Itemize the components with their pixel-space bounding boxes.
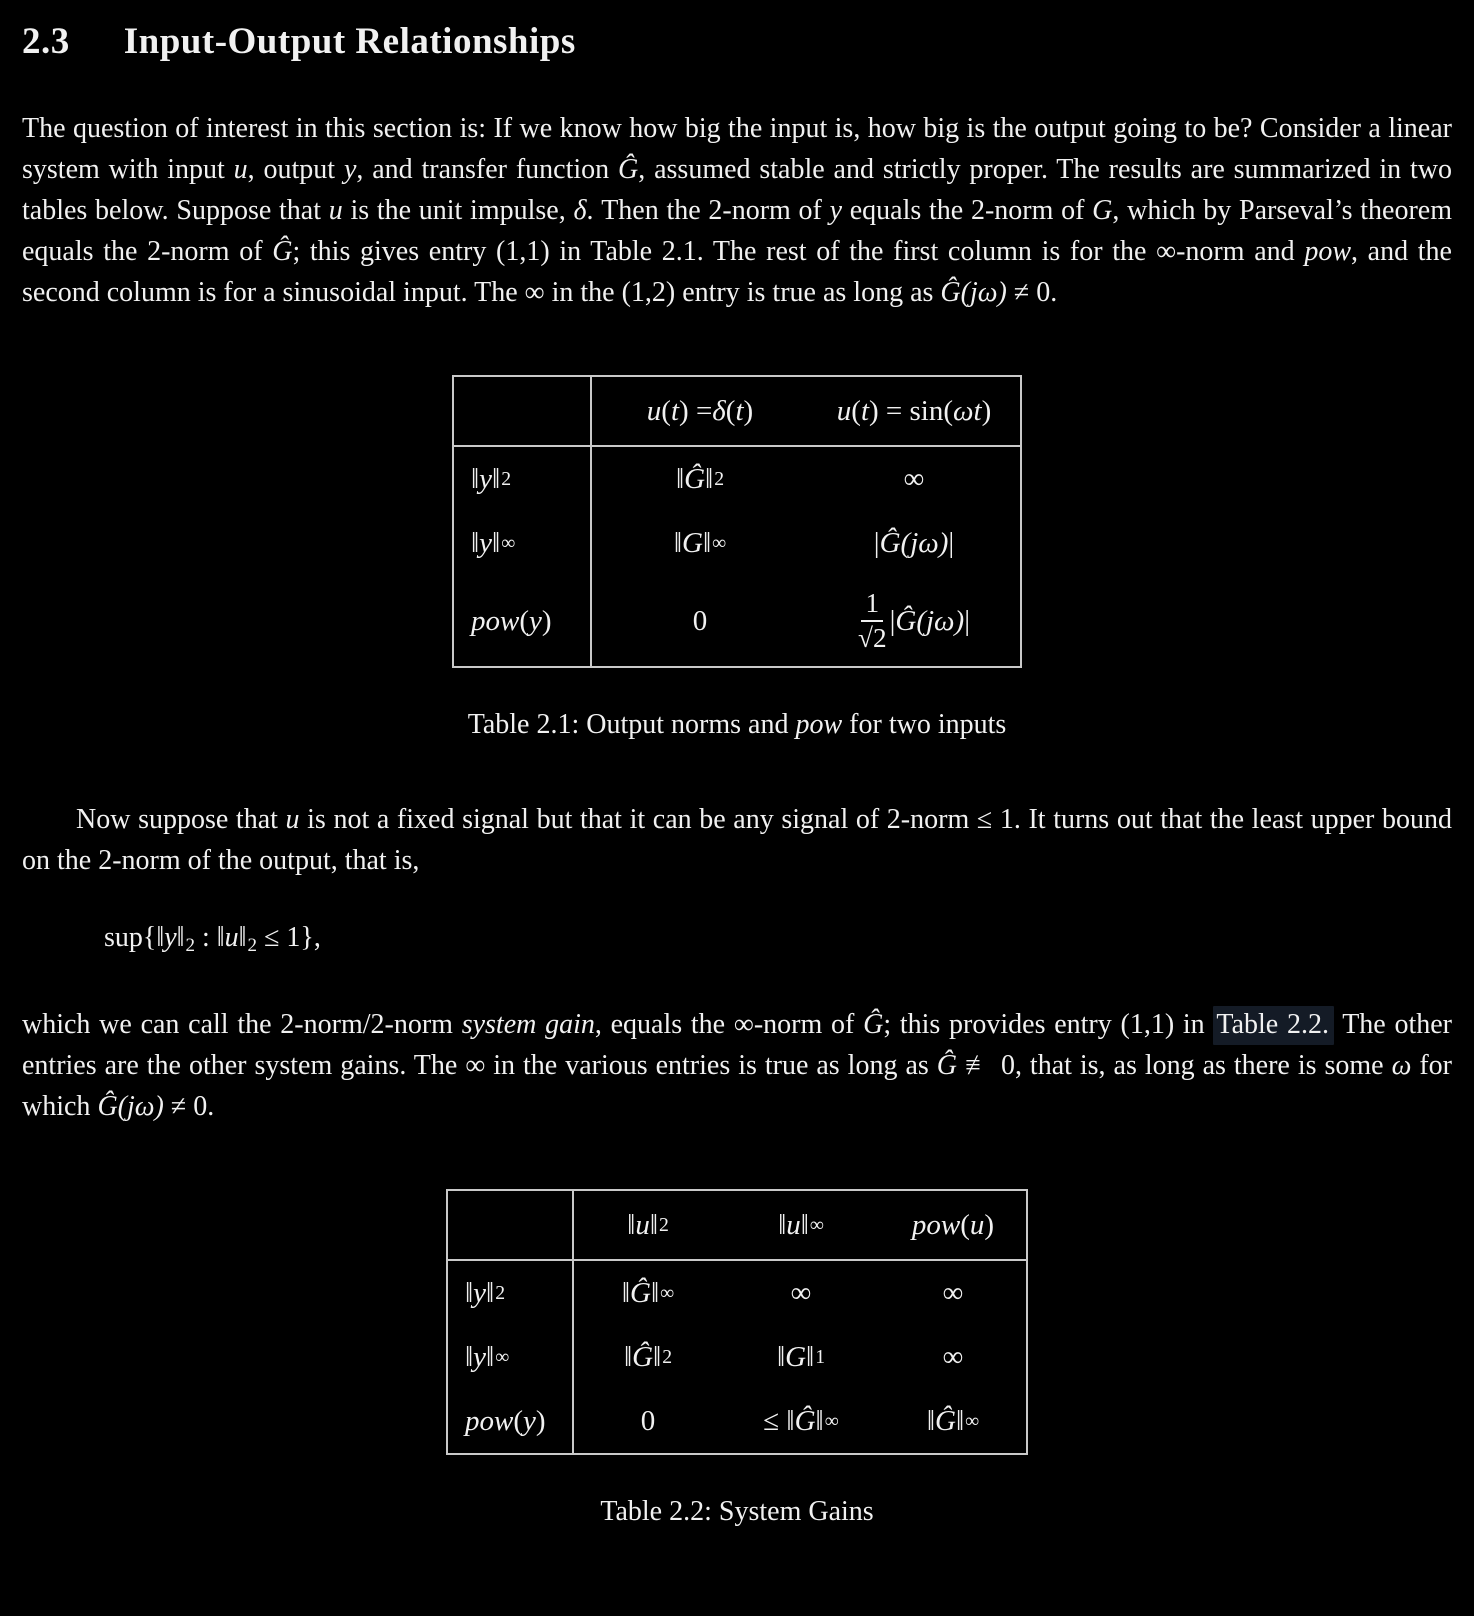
table-cell [808,511,1020,575]
table-2-1 [452,375,1022,668]
text-segment: . Then the 2-norm of [586,195,830,226]
text-segment: Ĝ [935,1405,956,1438]
text-segment: for which [22,1050,1453,1123]
text-segment: which we can call the 2-norm/2-norm [22,1009,462,1041]
text-segment: sup{‖ [104,922,165,954]
text-segment: for two inputs [842,709,1007,741]
table-2-2-figure [22,1189,1452,1532]
text-segment: ∞ [824,1410,839,1433]
text-segment: | [964,604,970,637]
text-segment: ( [513,1405,524,1438]
text-segment: pow [471,604,520,637]
table-cell [722,1389,880,1453]
text-segment: ‖ [926,1405,935,1438]
text-segment: y [473,1277,487,1310]
text-segment: The other entries are the other system gains. The ∞ in the various entries is true as long as [22,1009,1453,1082]
text-segment: ∞ [501,532,516,554]
text-segment: ‖ [673,527,682,559]
table-cell [880,1389,1026,1453]
text-segment: ‖ [623,1341,633,1374]
text-segment: y [479,463,493,495]
text-segment: u [635,1209,650,1242]
text-segment: G [785,1341,807,1374]
text-segment: Ĝ [272,236,293,267]
text-segment: u [233,154,248,185]
text-segment: ∞ [965,1410,980,1433]
text-segment: ‖ [776,1341,786,1374]
text-segment: ‖ [653,1341,662,1374]
text-segment: ( [851,395,861,427]
text-segment: ‖ [800,1209,809,1242]
text-segment: 0 [640,1405,656,1438]
text-segment: : ‖ [195,922,225,954]
text-segment: ‖ [778,1209,787,1242]
text-segment: t [670,395,680,427]
text-segment: u [285,804,300,836]
table-corner-cell [454,377,592,447]
row-label-cell [448,1389,574,1453]
text-segment: ∞ [809,1214,824,1237]
text-segment: t [860,395,869,427]
text-segment: ) = sin( [869,395,954,427]
text-segment: ≢ 0, that is, as long as there is some [956,1050,1392,1082]
text-segment: Ĝ [618,154,639,185]
text-segment: ‖ [675,463,685,495]
text-segment: ∞ [660,1282,675,1305]
table-cell [574,1325,722,1389]
text-segment: Ĝ [632,1341,654,1374]
row-label-cell [454,511,592,575]
text-segment: 2 [501,468,512,490]
table-cell [592,575,808,666]
text-segment: pow [465,1405,514,1438]
text-segment: pow [795,709,843,741]
text-segment: ‖ [176,922,185,954]
table-2-2 [446,1189,1028,1455]
section-number: 2.3 [22,21,70,62]
text-segment: 2 [662,1346,673,1369]
table-2-2-reference[interactable]: Table 2.2. [1213,1006,1334,1045]
text-segment: ‖ [650,1277,660,1310]
row-label-cell [454,447,592,511]
text-segment: is the unit impulse, [342,195,574,226]
text-segment: ∞ [790,1277,812,1310]
text-segment: y [829,195,843,226]
text-segment: u [646,395,662,427]
table-cell [880,1325,1026,1389]
table-cell [574,1261,722,1325]
text-segment: , assumed stable and strictly proper. The results are summarized in two tables below. Suppose that [22,154,1452,226]
text-segment: ; this provides entry (1,1) in [883,1009,1214,1041]
text-segment: ) [541,604,552,637]
text-segment: | [873,527,880,559]
text-segment: ; this gives entry (1,1) in Table 2.1. The rest of the first column is for the ∞-norm and [292,236,1305,267]
text-segment: Ĝ(jω) [97,1091,164,1123]
text-segment: δ [573,195,587,226]
text-segment: 0 [692,604,708,637]
column-header-cell [592,377,808,447]
text-segment: Ĝ(jω) [879,527,949,559]
text-segment: ‖ [492,527,501,559]
text-segment: | [889,604,896,637]
text-segment: y [529,604,542,637]
text-segment: ) [535,1405,546,1438]
section-title: Input-Output Relationships [123,21,576,62]
text-segment: t [735,395,744,427]
text-segment: ≠ 0. [163,1091,215,1123]
text-segment: Ĝ [936,1050,957,1082]
text-segment: ‖ [815,1405,824,1438]
text-segment: , and the second column is for a sinusoidal input. The ∞ in the (1,2) entry is true as long as [22,236,1452,308]
text-segment: ‖ [486,1341,495,1374]
text-segment: ∞ [942,1277,964,1310]
table-cell [592,447,808,511]
text-segment: y [479,527,493,559]
text-segment: 1 [815,1346,826,1369]
text-segment: u [969,1209,985,1242]
text-segment: 2 [658,1214,669,1237]
table-2-1-figure [22,375,1452,745]
text-segment: ) [981,395,992,427]
text-segment: ∞ [712,532,727,554]
table-cell [808,575,1020,666]
fraction-denominator: √2 [857,622,887,653]
text-segment: ) = [679,395,713,427]
text-segment: G [1092,195,1113,226]
text-segment: ‖ [465,1277,474,1310]
text-segment: Table 2.1: Output norms and [467,709,796,741]
text-segment: Ĝ [863,1009,884,1041]
text-segment: ‖ [471,463,480,495]
text-segment: equals the 2-norm of [842,195,1093,226]
text-segment: The question of interest in this section is: If we know how big the input is, how big is the output going to be? Consider a linear system with input [22,113,1452,185]
table-cell [722,1261,880,1325]
text-segment: ‖ [492,463,501,495]
text-segment: , which by Parseval’s theorem equals the 2-norm of [22,195,1452,267]
table-cell [808,447,1020,511]
paragraph-now-suppose [22,799,1452,881]
text-segment: y [473,1341,487,1374]
text-segment: Ĝ [630,1277,651,1310]
text-segment: 2 [185,935,196,957]
text-segment: ‖ [486,1277,495,1310]
table-corner-cell [448,1191,574,1261]
column-header-cell [722,1191,880,1261]
text-segment: ≤ ‖ [763,1405,795,1438]
text-segment: is not a fixed signal but that it can be any signal of 2-norm ≤ 1. It turns out that the least upper bound on the 2-norm of the output, that is, [22,804,1452,877]
text-segment: 2 [714,468,725,490]
text-segment: ‖ [471,527,480,559]
text-segment: u [224,922,239,954]
table-cell [880,1261,1026,1325]
text-segment: ( [519,604,530,637]
text-segment: u [328,195,343,226]
text-segment: Table 2.2: System Gains [600,1496,874,1528]
text-segment: Ĝ(jω) [940,277,1007,308]
text-segment: u [836,395,852,427]
column-header-cell [880,1191,1026,1261]
text-segment: , equals the ∞-norm of [594,1009,864,1041]
text-segment: 2 [247,935,258,957]
text-segment: | [948,527,955,559]
text-segment: ≠ 0. [1006,277,1058,308]
text-segment: ( [725,395,736,427]
text-segment: ‖ [627,1209,636,1242]
text-segment: ‖ [806,1341,815,1374]
sup-formula [104,917,1452,966]
text-segment: ( [960,1209,970,1242]
text-segment: ‖ [238,922,247,954]
column-header-cell [808,377,1020,447]
text-segment: ‖ [702,527,712,559]
text-segment: pow [1304,236,1351,267]
text-segment: ≤ 1}, [257,922,321,954]
text-segment: , and transfer function [356,154,619,185]
text-segment: y [523,1405,536,1438]
text-segment: ∞ [942,1341,964,1374]
table-cell [574,1389,722,1453]
text-segment: y [343,154,357,185]
fraction [858,588,887,653]
text-segment: ( [661,395,671,427]
row-label-cell [448,1325,574,1389]
text-segment: 2 [495,1282,506,1305]
text-segment: ‖ [955,1405,965,1438]
text-segment: Ĝ [794,1405,816,1438]
paragraph-intro [22,108,1452,313]
column-header-cell [574,1191,722,1261]
text-segment: ω [1391,1050,1412,1082]
text-segment: ∞ [903,463,925,495]
text-segment: y [164,922,177,954]
table-cell [722,1325,880,1389]
text-segment: ‖ [621,1277,630,1310]
row-label-cell [448,1261,574,1325]
text-segment: u [786,1209,801,1242]
text-segment: ‖ [649,1209,658,1242]
paragraph-system-gain [22,1004,1452,1127]
text-segment: Ĝ [684,463,706,495]
text-segment: ) [984,1209,995,1242]
text-segment: pow [911,1209,961,1242]
text-segment: ‖ [465,1341,474,1374]
text-segment: ) [743,395,754,427]
text-segment: Ĝ(jω) [895,604,965,637]
text-segment: ωt [953,395,982,427]
text-segment: ∞ [495,1346,510,1369]
table-cell [592,511,808,575]
text-segment: Now suppose that [76,804,286,836]
text-segment: system gain [461,1009,595,1041]
text-segment: , output [247,154,344,185]
text-segment: ‖ [705,463,714,495]
row-label-cell [454,575,592,666]
section-heading [22,20,1452,64]
table-2-1-caption [22,704,1452,745]
text-segment: G [682,527,703,559]
text-segment: δ [712,395,726,427]
fraction-numerator: 1 [861,588,883,622]
table-2-2-caption [22,1491,1452,1532]
